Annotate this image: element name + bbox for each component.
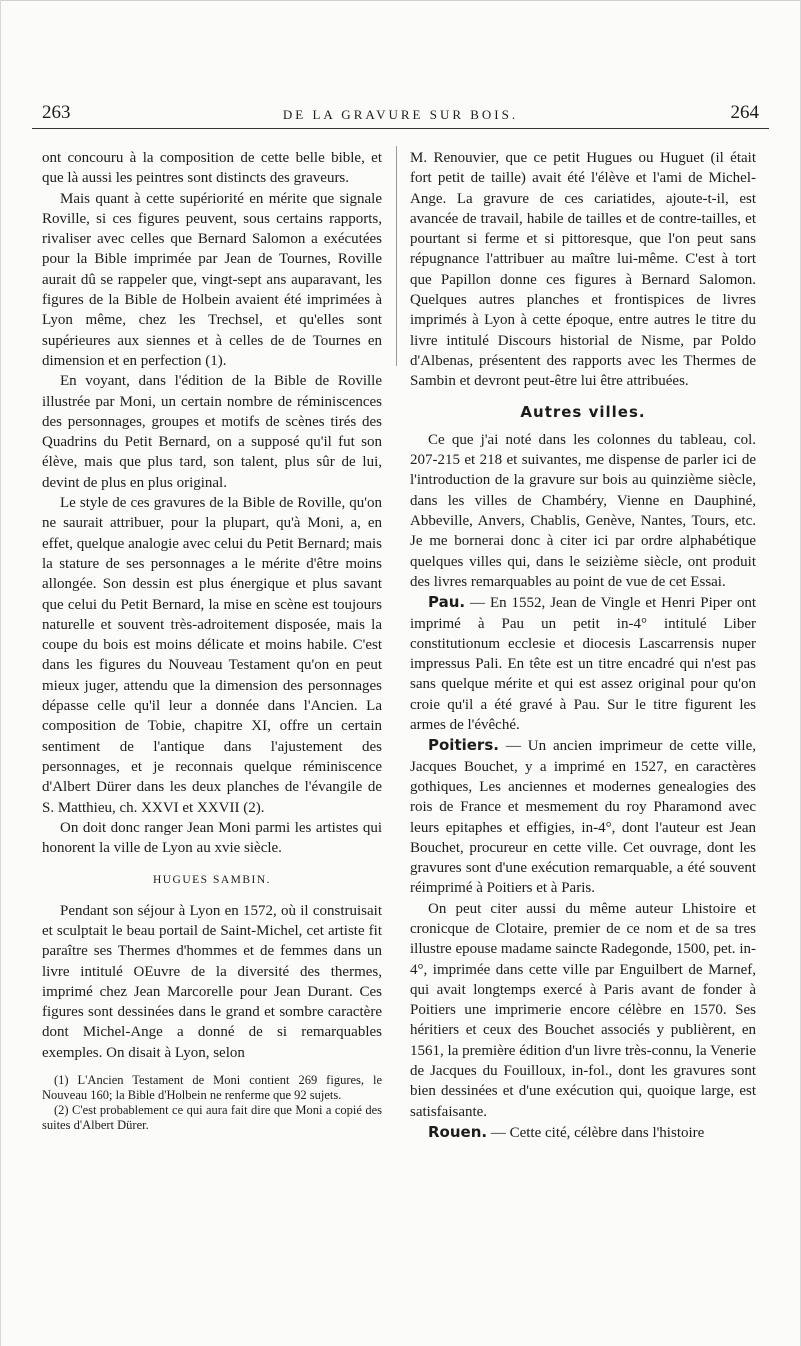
city-label: Pau. — [428, 593, 466, 612]
section-heading: Autres villes. — [520, 402, 646, 421]
paragraph: ont concouru à la composition de cette belle bible, et que là aussi les peintres sont distincts des graveurs. — [42, 150, 382, 187]
left-column — [42, 148, 382, 1133]
paragraph: On doit donc ranger Jean Moni parmi les artistes qui honorent la ville de Lyon au xvie siècle. — [42, 819, 382, 857]
footnote: (2) C'est probablement ce qui aura fait dire que Moni a copié des suites d'Albert Dürer. — [42, 1103, 382, 1133]
paragraph-text: — Cette cité, célèbre dans l'histoire — [487, 1124, 705, 1141]
paragraph-text: — En 1552, Jean de Vingle et Henri Piper ont imprimé à Pau un petit in-4° intitulé Liber constitutionum ecclesie et diocesis Lascarrensis nuper impressus Pali. En tête est un titre encadré qui n'est pas sans quelque mérite et qui est assez original pour qu'on croie qu'il a été gravé à Pau. Sur le titre figurent les armes de l'évêché. — [410, 595, 756, 734]
page-header — [32, 98, 769, 129]
paragraph: M. Renouvier, que ce petit Hugues ou Huguet (il était fort petit de taille) avait été l'élève et l'ami de Michel-Ange. La gravure de ces cariatides, ajoute-t-il, est avancée de travail, habile de tailles et de contre-tailles, et pourtant si ferme et si pittoresque, que l'on peut sans répugnance l'attribuer au maître lui-même. C'est à tort que Papillon donne ces figures à Bernard Salomon. Quelques autres planches et frontispices de livres imprimés à Lyon à cette époque, entre autres le titre du livre intitulé Discours historial de Nisme, par Poldo d'Albenas, présentent des rapports avec les Thermes de Sambin et devront peut-être lui être attribuées. — [410, 150, 756, 390]
footnote: (1) L'Ancien Testament de Moni contient 269 figures, le Nouveau 160; la Bible d'Holbein ne renferme que 92 sujets. — [42, 1073, 382, 1103]
paragraph: Pendant son séjour à Lyon en 1572, où il construisait et sculptait le beau portail de Saint-Michel, cet artiste fit paraître ses Thermes d'hommes et de femmes dans un livre intitulé OEuvre de la diversité des thermes, imprimé chez Jean Marcorelle pour Jean Durant. Ces figures sont dessinées dans le grand et sombre caractère dont Michel-Ange a donné de si remarquables exemples. On disait à Lyon, selon — [42, 902, 382, 1061]
footnotes — [42, 1073, 382, 1133]
paragraph: Mais quant à cette supériorité en mérite que signale Roville, si ces figures peuvent, sous certains rapports, rivaliser avec celles que Bernard Salomon a exécutées pour la Bible imprimée par Jean de Tournes, Roville aurait dû se rappeler que, vingt-sept ans auparavant, les figures de la Bible de Holbein avaient été imprimées à Lyon même, chez les Trechsel, et qu'elles sont supérieures aux siennes et à celles de de Tournes en dimension et en perfection (1). — [42, 190, 382, 369]
page-number-left: 263 — [42, 102, 71, 123]
paragraph: On peut citer aussi du même auteur Lhistoire et cronicque de Clotaire, premier de ce nom et de sa tres illustre epouse madame saincte Radegonde, 1500, pet. in-4°, imprimée dans cette ville par Enguilbert de Marnef, qui avait longtemps exercé à Paris avant de fonder à Poitiers une imprimerie encore célèbre en 1570. Ses héritiers et ceux des Bouchet associés y publièrent, en 1561, la première édition d'un livre très-connu, la Venerie de Jacques du Fouilloux, in-fol., dont les gravures sont bien dessinées et d'une exécution qui, quoique large, est satisfaisante. — [410, 900, 756, 1120]
section-subheading: HUGUES SAMBIN. — [152, 874, 272, 887]
city-label: Rouen. — [428, 1122, 488, 1141]
paragraph-pau — [410, 592, 756, 735]
paragraph-rouen — [410, 1122, 756, 1143]
page-border-left — [0, 0, 1, 1346]
column-divider — [396, 146, 397, 366]
paragraph: Le style de ces gravures de la Bible de Roville, qu'on ne saurait attribuer, pour la plupart, qu'à Moni, a, en effet, quelque analogie avec celui du Petit Bernard; mais la stature de ses personnages a le mérite d'être moins allongée. Son dessin est plus énergique et plus savant que celui du Petit Bernard, la mise en scène est toujours naturelle et souvent très-adroitement disposée, mais la coupe du bois est moins délicate et moins habile. C'est dans les figures du Nouveau Testament qu'on en peut mieux juger, attendu que la dimension des personnages dépasse celle qu'il leur a donnée dans l'Ancien. La composition de Tobie, chapitre XI, offre un certain sentiment de l'antique dans l'ajustement des personnages, et je reconnais quelque réminiscence d'Albert Dürer dans les deux planches de l'évangile de S. Matthieu, ch. XXVI et XXVII (2). — [42, 495, 382, 816]
paragraph: Ce que j'ai noté dans les colonnes du tableau, col. 207-215 et 218 et suivantes, me dispense de parler ici de l'introduction de la gravure sur bois au quinzième siècle, dans les villes de Chambéry, Vienne en Dauphiné, Abbeville, Anvers, Chablis, Genève, Nantes, Tours, etc. Je me bornerai donc à citer ici par ordre alphabétique quelques villes qui, dans le seizième siècle, ont produit des livres remarquables au point de vue de cet Essai. — [410, 431, 756, 590]
page-number-right: 264 — [730, 102, 759, 123]
right-column — [410, 148, 756, 1143]
paragraph: En voyant, dans l'édition de la Bible de Roville illustrée par Moni, un certain nombre de réminiscences des personnages, groupes et motifs de scènes tirés des Quadrins du Petit Bernard, on a supposé qu'il fut son élève, mais que plus tard, son talent, plus sûr de lui, devint de plus en plus original. — [42, 373, 382, 491]
running-title: DE LA GRAVURE SUR BOIS. — [282, 107, 519, 122]
page-border-top — [0, 0, 801, 1]
paragraph-text: — Un ancien imprimeur de cette ville, Jacques Bouchet, y a imprimé en 1527, en caractères gothiques, Les anciennes et modernes genealogies des rois de France et mesmement du roy Pharamond avec leurs epitaphes et effigies, in-4°, dont l'auteur est Jean Bouchet, procureur en cette ville. Cet ouvrage, dont les gravures sont d'une exécution remarquable, a été souvent réimprimé à Poitiers et à Paris. — [410, 738, 756, 897]
paragraph-poitiers — [410, 735, 756, 898]
city-label: Poitiers. — [428, 736, 499, 755]
